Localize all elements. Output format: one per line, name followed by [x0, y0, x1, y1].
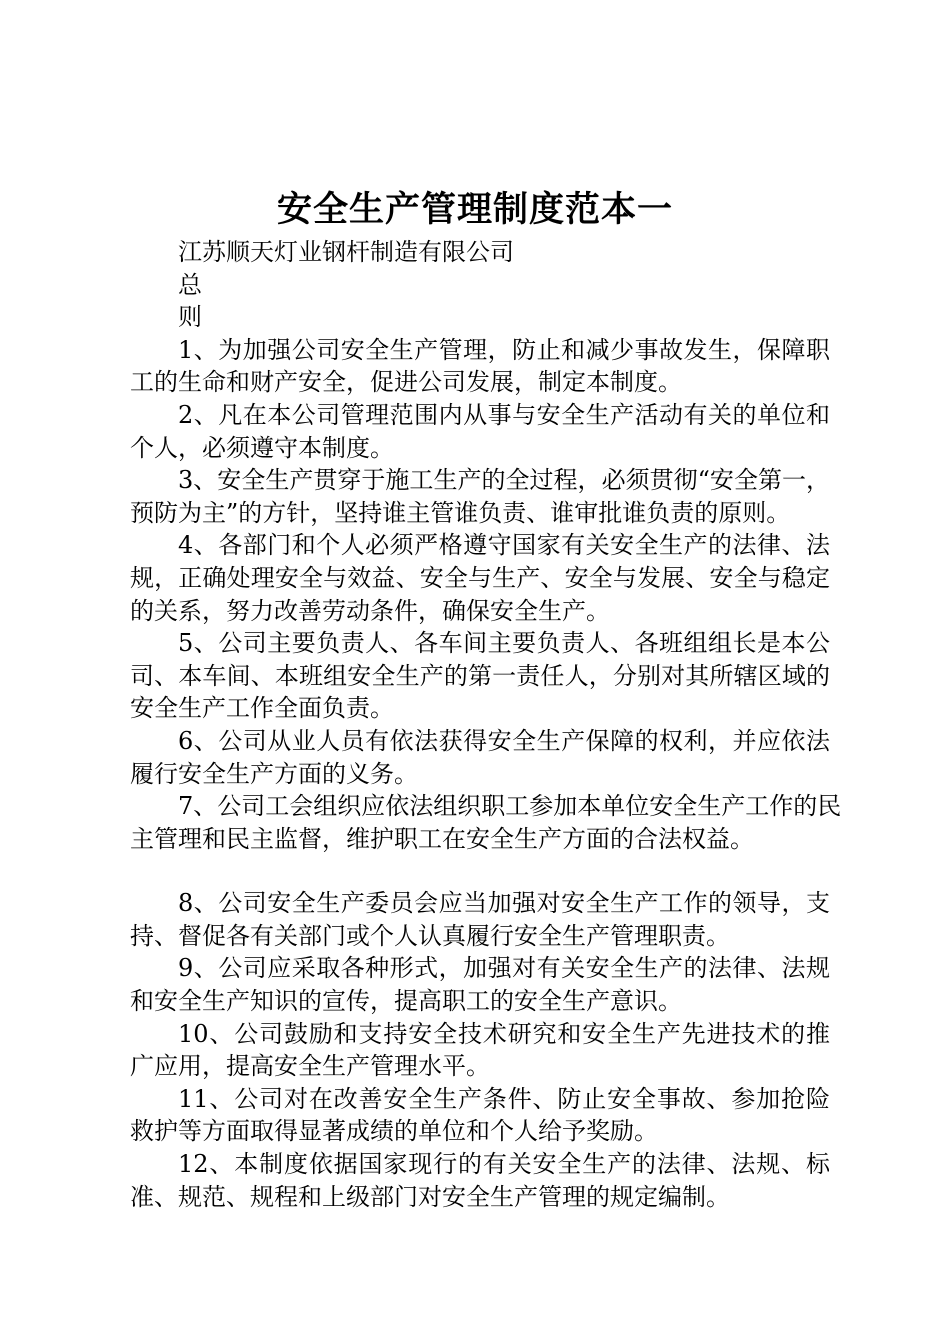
clause-3: 3、安全生产贯穿于施工生产的全过程，必须贯彻“安全第一，预防为主”的方针，坚持谁主管谁负责、谁审批谁负责的原则。: [130, 466, 830, 527]
document-body: [130, 236, 842, 1213]
clause-9: 9、公司应采取各种形式，加强对有关安全生产的法律、法规和安全生产知识的宣传，提高职工的安全生产意识。: [130, 954, 830, 1016]
clause-5: 5、公司主要负责人、各车间主要负责人、各班组组长是本公司、本车间、本班组安全生产的第一责任人，分别对其所辖区域的安全生产工作全面负责。: [130, 629, 830, 723]
section-heading-part-1: 总: [178, 270, 202, 299]
clause-2: 2、凡在本公司管理范围内从事与安全生产活动有关的单位和个人，必须遵守本制度。: [130, 400, 830, 462]
clause-11: 11、公司对在改善安全生产条件、防止安全事故、参加抢险救护等方面取得显著成绩的单位和个人给予奖励。: [130, 1084, 830, 1146]
clause-4: 4、各部门和个人必须严格遵守国家有关安全生产的法律、法规，正确处理安全与效益、安全与生产、安全与发展、安全与稳定的关系，努力改善劳动条件，确保安全生产。: [130, 531, 830, 625]
paragraph-gap: [130, 855, 830, 887]
section-heading-part-2: 则: [178, 303, 202, 332]
company-name: 江苏顺天灯业钢杆制造有限公司: [178, 238, 514, 266]
clause-1: 1、为加强公司安全生产管理，防止和减少事故发生，保障职工的生命和财产安全，促进公司发展，制定本制度。: [130, 335, 830, 397]
clause-10: 10、公司鼓励和支持安全技术研究和安全生产先进技术的推广应用，提高安全生产管理水平。: [130, 1019, 830, 1081]
clause-6: 6、公司从业人员有依法获得安全生产保障的权利，并应依法履行安全生产方面的义务。: [130, 726, 830, 788]
clause-8: 8、公司安全生产委员会应当加强对安全生产工作的领导，支持、督促各有关部门或个人认真履行安全生产管理职责。: [130, 889, 830, 950]
clause-12: 12、本制度依据国家现行的有关安全生产的法律、法规、标准、规范、规程和上级部门对安全生产管理的规定编制。: [130, 1150, 830, 1211]
clause-7: 7、公司工会组织应依法组织职工参加本单位安全生产工作的民主管理和民主监督，维护职工在安全生产方面的合法权益。: [130, 792, 842, 853]
document-title: 安全生产管理制度范本一: [276, 189, 673, 230]
